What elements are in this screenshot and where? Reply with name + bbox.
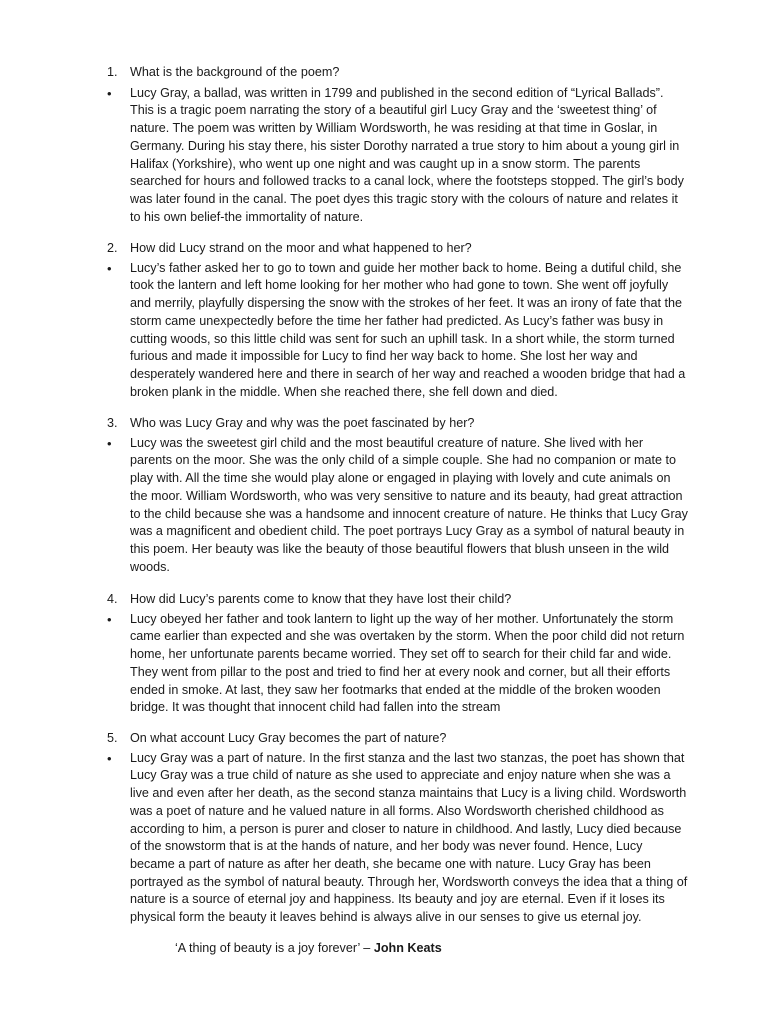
qa-item-3 [0, 415, 768, 576]
question-text: How did Lucy strand on the moor and what happened to her? [130, 241, 472, 255]
qa-item-1 [0, 64, 768, 226]
bullet-icon: • [107, 435, 112, 451]
closing-quote [175, 940, 635, 958]
question-number: 3. [107, 416, 118, 430]
answer-text: Lucy was the sweetest girl child and the most beautiful creature of nature. She lived with her parents on the moor. She was the only child of a simple couple. She had no companion or mate to play with. All the time she would play alone or engaged in playing with lovely and cute animals on the moor. William Wordsworth, who was very sensitive to nature and its beauty, had great attraction to the child because she was a handsome and innocent creature of nature. He thinks that Lucy Gray was a magnificent and obedient child. The poet portrays Lucy Gray as a symbol of natural beauty in this poem. Her beauty was like the beauty of those beautiful flowers that blush unseen in the wild woods. [130, 435, 688, 574]
answer-text: Lucy Gray, a ballad, was written in 1799 and published in the second edition of “Lyrical Ballads”. This is a tragic poem narrating the story of a beautiful girl Lucy Gray and the ‘sweetest thing’ of nature. The poem was written by William Wordsworth, he was residing at that time in Goslar, in Germany. During his stay there, his sister Dorothy narrated a true story to him about a young girl in Halifax (Yorkshire), who went up one night and was caught up in a snow storm. The parents searched for hours and followed tracks to a canal lock, where the footsteps stopped. The girl’s body was later found in the canal. The poet dyes this tragic story with the colours of nature and relates it to his own belief-the immortality of nature. [130, 85, 684, 224]
question-text: How did Lucy’s parents come to know that they have lost their child? [130, 592, 512, 606]
qa-item-4 [0, 591, 768, 717]
quote-author: John Keats [373, 941, 442, 955]
answer-text: Lucy Gray was a part of nature. In the first stanza and the last two stanzas, the poet has shown that Lucy Gray was a true child of nature as she used to appreciate and enjoy nature when she was a live and even after her death, as the second stanza maintains that Lucy is a living child. Wordsworth was a poet of nature and he valued nature in all forms. Also Wordsworth cherished childhood as according to him, a person is purer and closer to nature in childhood. And lastly, Lucy died because of the snowstorm that is at the hands of nature, and her body was never found. Hence, Lucy became a part of nature as after her death, she became one with nature. Lucy Gray has been portrayed as the symbol of natural beauty. Through her, Wordsworth conveys the idea that a thing of nature is a source of eternal joy and happiness. Its beauty and joy are eternal. Even if it loses its physical form the beauty it leaves behind is always alive in our senses to give us eternal joy. [130, 750, 688, 925]
question-text: On what account Lucy Gray becomes the part of nature? [130, 731, 447, 745]
question-text: What is the background of the poem? [130, 65, 340, 79]
quote-text: ‘A thing of beauty is a joy forever’ – [175, 941, 371, 955]
bullet-icon: • [107, 260, 112, 276]
answer-text: Lucy’s father asked her to go to town and guide her mother back to home. Being a dutiful child, she took the lantern and left home looking for her mother who had gone to town. She went off joyfully and merrily, playfully dispersing the snow with the strokes of her feet. It was an irony of fate that the storm came unexpectedly before the time her father had predicted. As Lucy’s father was busy in cutting woods, so this little child was sent for such an uphill task. In a short while, the storm turned furious and made it impossible for Lucy to find her way back to home. She lost her way and desperately wandered here and there in search of her way and reached a wooden bridge that had a broken plank in the middle. When she reached there, she fell down and died. [130, 260, 686, 399]
qa-item-5 [0, 730, 768, 927]
question-number: 2. [107, 241, 118, 255]
question-text: Who was Lucy Gray and why was the poet fascinated by her? [130, 416, 475, 430]
answer-text: Lucy obeyed her father and took lantern to light up the way of her mother. Unfortunately the storm came earlier than expected and she was overtaken by the storm. When the poor child did not return home, her unfortunate parents became worried. They set off to search for their child far and wide. They went from pillar to the post and tried to find her at every nook and corner, but all their efforts ended in smoke. At last, they saw her footmarks that ended at the middle of the broken wooden bridge. It was thought that innocent child had fallen into the stream [130, 611, 685, 715]
bullet-icon: • [107, 85, 112, 101]
qa-item-2 [0, 240, 768, 401]
bullet-icon: • [107, 750, 112, 766]
question-number: 5. [107, 731, 118, 745]
question-number: 1. [107, 65, 118, 79]
bullet-icon: • [107, 611, 112, 627]
question-number: 4. [107, 592, 118, 606]
